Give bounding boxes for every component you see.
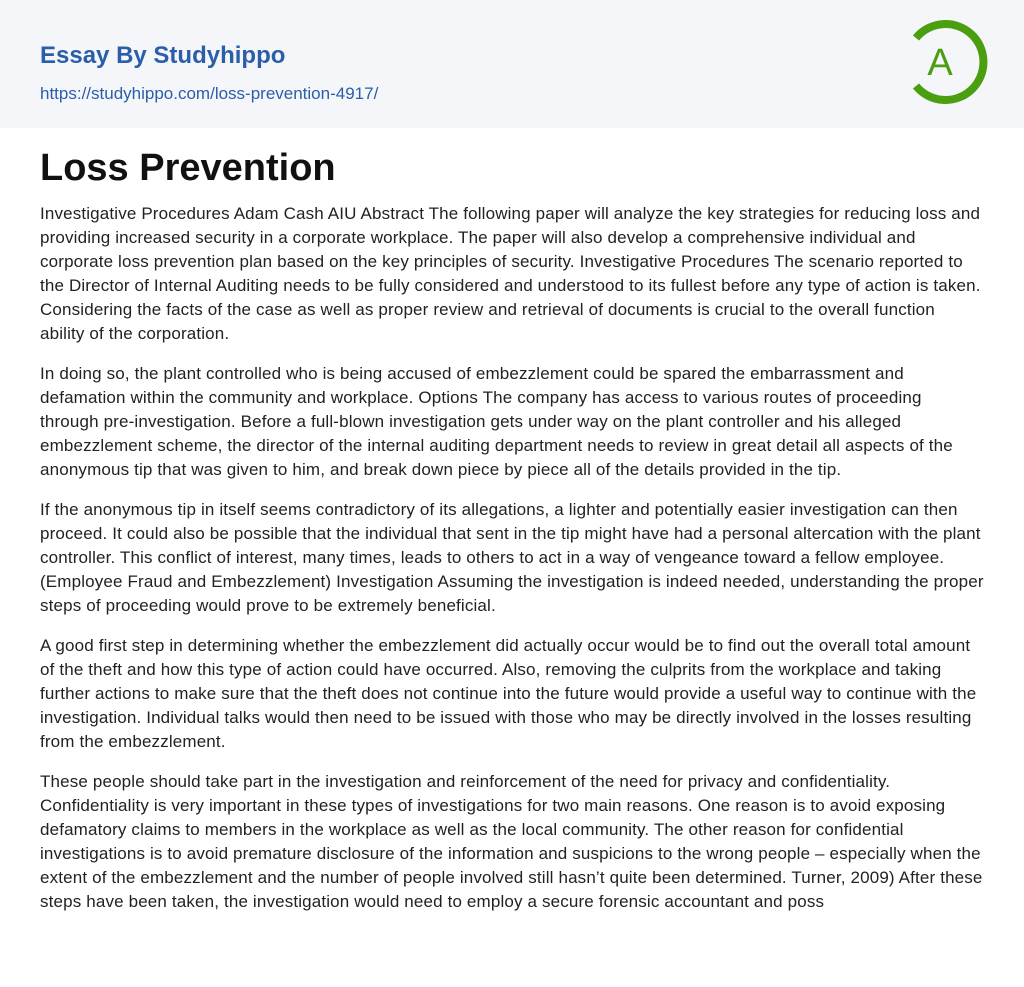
essay-paragraph: If the anonymous tip in itself seems contradictory of its allegations, a lighter and potentially easier investigation can then proceed. It could also be possible that the individual that sent in the tip might have had a personal altercation with the plant controller. This conflict of interest, many times, leads to others to act in a way of vengeance toward a fellow employee. (Employee Fraud and Embezzlement) Investigation Assuming the investigation is indeed needed, understanding the proper steps of proceeding would prove to be extremely beneficial. [40,500,984,615]
essay-body [40,202,984,914]
studyhippo-logo-icon[interactable] [900,18,988,106]
essay-title: Loss Prevention [40,147,336,189]
essay-paragraph: A good first step in determining whether the embezzlement did actually occur would be to find out the overall total amount of the theft and how this type of action could have occurred. Also, removing the culprits from the workplace and taking further actions to make sure that the theft does not continue into the future would provide a useful way to continue with the investigation. Individual talks would then need to be issued with those who may be directly involved in the losses resulting from the embezzlement. [40,636,977,751]
site-header [0,0,1024,128]
essay-paragraph: These people should take part in the investigation and reinforcement of the need for privacy and confidentiality. Confidentiality is very important in these types of investigations for two main reasons. One reason is to avoid exposing defamatory claims to members in the workplace as well as the local community. The other reason for confidential investigations is to avoid premature disclosure of the information and suspicions to the wrong people – especially when the extent of the embezzlement and the number of people involved still hasn’t quite been determined. Turner, 2009) After these steps have been taken, the investigation would need to employ a secure forensic accountant and poss [40,772,983,911]
essay-paragraph: Investigative Procedures Adam Cash AIU Abstract The following paper will analyze the key strategies for reducing loss and providing increased security in a corporate workplace. The paper will also develop a comprehensive individual and corporate loss prevention plan based on the key principles of security. Investigative Procedures The scenario reported to the Director of Internal Auditing needs to be fully considered and understood to its fullest before any type of action is taken. Considering the facts of the case as well as proper review and retrieval of documents is crucial to the overall function ability of the corporation. [40,204,981,343]
essay-url-link[interactable]: https://studyhippo.com/loss-prevention-4917/ [40,84,379,103]
logo-letter: A [927,42,953,84]
essay-content [0,128,1024,914]
essay-paragraph: In doing so, the plant controlled who is being accused of embezzlement could be spared the embarrassment and defamation within the community and workplace. Options The company has access to various routes of proceeding through pre-investigation. Before a full-blown investigation gets under way on the plant controller and his alleged embezzlement scheme, the director of the internal auditing department needs to review in great detail all aspects of the anonymous tip that was given to him, and break down piece by piece all of the details provided in the tip. [40,364,953,479]
brand-name: Essay By Studyhippo [40,42,286,69]
